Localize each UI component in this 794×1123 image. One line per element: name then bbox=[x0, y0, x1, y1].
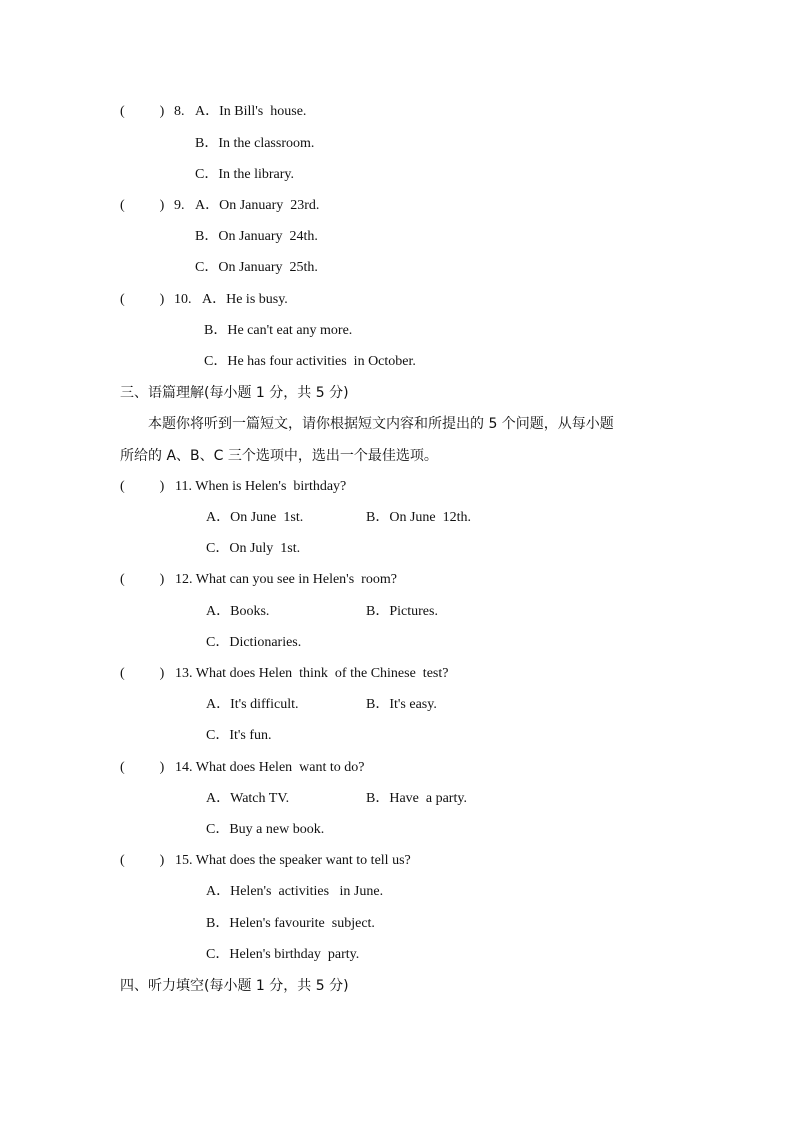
question-11: 11. When is Helen's birthday? bbox=[175, 479, 347, 494]
question-15: 15. What does the speaker want to tell us? bbox=[175, 853, 411, 868]
option-b-12: B．Pictures. bbox=[366, 604, 438, 619]
option-a-10: A．He is busy. bbox=[202, 292, 288, 307]
option-c-8: C．In the library. bbox=[195, 167, 295, 182]
question-14: 14. What does Helen want to do? bbox=[175, 760, 365, 775]
option-b-8: B．In the classroom. bbox=[195, 136, 315, 151]
question-number-8: 8. bbox=[174, 104, 185, 119]
answer-blank-14[interactable]: ( ) bbox=[120, 760, 165, 775]
answer-blank-15[interactable]: ( ) bbox=[120, 853, 165, 868]
option-b-11: B．On June 12th. bbox=[366, 510, 471, 525]
option-b-14: B．Have a party. bbox=[366, 791, 467, 806]
option-a-13: A．It's difficult. bbox=[206, 697, 299, 712]
answer-blank-9[interactable]: ( ) bbox=[120, 198, 165, 213]
option-c-13: C．It's fun. bbox=[206, 728, 272, 743]
answer-blank-12[interactable]: ( ) bbox=[120, 572, 165, 587]
option-c-9: C．On January 25th. bbox=[195, 260, 318, 275]
option-a-8: A．In Bill's house. bbox=[195, 104, 307, 119]
option-c-12: C．Dictionaries. bbox=[206, 635, 302, 650]
answer-blank-8[interactable]: ( ) bbox=[120, 104, 165, 119]
question-12: 12. What can you see in Helen's room? bbox=[175, 572, 397, 587]
option-c-10: C．He has four activities in October. bbox=[204, 354, 416, 369]
option-a-15: A．Helen's activities in June. bbox=[206, 884, 384, 899]
question-number-9: 9. bbox=[174, 198, 185, 213]
section-instructions-line2: 所给的 A、B、C 三个选项中，选出一个最佳选项。 bbox=[120, 448, 438, 464]
option-b-10: B．He can't eat any more. bbox=[204, 323, 353, 338]
option-a-11: A．On June 1st. bbox=[206, 510, 304, 525]
answer-blank-10[interactable]: ( ) bbox=[120, 292, 165, 307]
question-13: 13. What does Helen think of the Chinese test? bbox=[175, 666, 449, 681]
answer-blank-11[interactable]: ( ) bbox=[120, 479, 165, 494]
option-a-12: A．Books. bbox=[206, 604, 270, 619]
option-a-9: A．On January 23rd. bbox=[195, 198, 320, 213]
section-heading-part4: 四、听力填空(每小题 1 分，共 5 分) bbox=[120, 978, 349, 994]
option-b-9: B．On January 24th. bbox=[195, 229, 318, 244]
answer-blank-13[interactable]: ( ) bbox=[120, 666, 165, 681]
section-heading-part3: 三、语篇理解(每小题 1 分，共 5 分) bbox=[120, 385, 349, 401]
question-number-10: 10. bbox=[174, 292, 192, 307]
section-instructions-line1: 本题你将听到一篇短文，请你根据短文内容和所提出的 5 个问题，从每小题 bbox=[148, 416, 614, 432]
option-c-15: C．Helen's birthday party. bbox=[206, 947, 360, 962]
option-c-11: C．On July 1st. bbox=[206, 541, 301, 556]
option-a-14: A．Watch TV. bbox=[206, 791, 290, 806]
option-c-14: C．Buy a new book. bbox=[206, 822, 325, 837]
option-b-13: B．It's easy. bbox=[366, 697, 437, 712]
option-b-15: B．Helen's favourite subject. bbox=[206, 916, 375, 931]
